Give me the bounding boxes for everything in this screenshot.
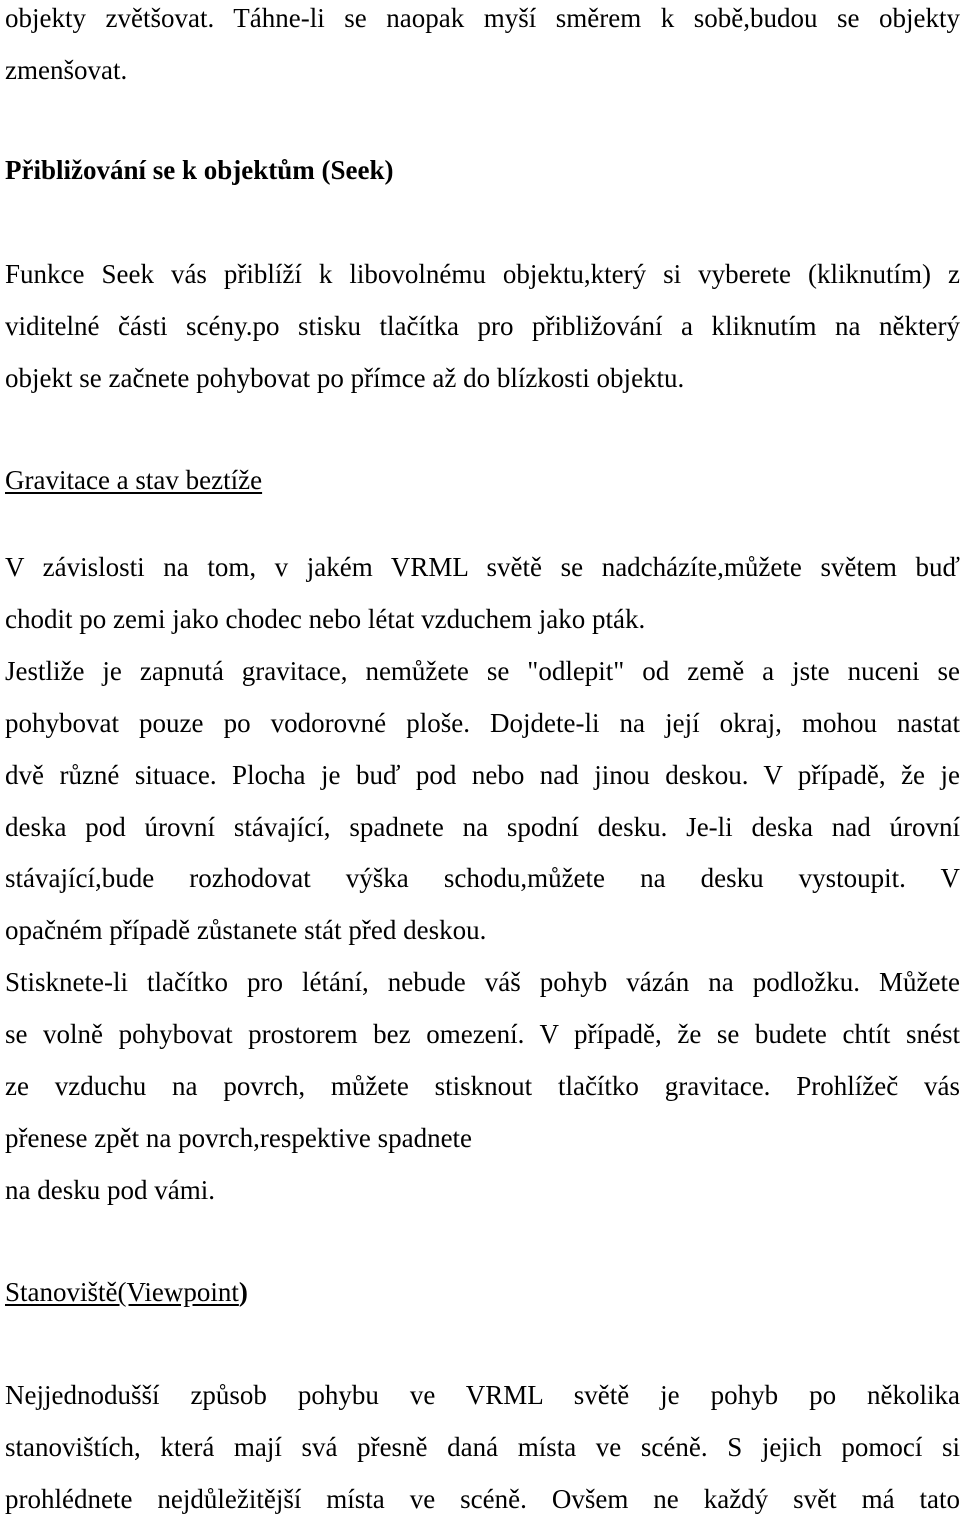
intro-line-1: objekty zvětšovat. Táhne-li se naopak myší směrem k sobě,budou se objekty: [5, 3, 960, 33]
gravity-line-11: ze vzduchu na povrch, můžete stisknout tlačítko gravitace. Prohlížeč vás: [5, 1071, 960, 1101]
seek-line-1: Funkce Seek vás přiblíží k libovolnému objektu,který si vyberete (kliknutím) z: [5, 259, 960, 289]
viewpoint-heading-text: Stanoviště(Viewpoint: [5, 1277, 239, 1307]
gravity-line-10: se volně pohybovat prostorem bez omezení. V případě, že se budete chtít snést: [5, 1019, 960, 1049]
gravity-heading: Gravitace a stav beztíže: [5, 465, 263, 495]
gravity-line-2: chodit po zemi jako chodec nebo létat vzduchem jako pták.: [5, 604, 646, 634]
seek-heading: Přibližování se k objektům (Seek): [5, 155, 394, 185]
gravity-line-8: opačném případě zůstanete stát před deskou.: [5, 915, 487, 945]
seek-line-2: viditelné části scény.po stisku tlačítka pro přibližování a kliknutím na některý: [5, 311, 960, 341]
viewpoint-line-2: stanovištích, která mají svá přesně daná místa ve scéně. S jejich pomocí si: [5, 1432, 960, 1462]
viewpoint-line-3: prohlédnete nejdůležitější místa ve scéně. Ovšem ne každý svět má tato: [5, 1484, 960, 1514]
gravity-line-3: Jestliže je zapnutá gravitace, nemůžete se "odlepit" od země a jste nuceni se: [5, 656, 960, 686]
gravity-line-1: V závislosti na tom, v jakém VRML světě se nadcházíte,můžete světem buď: [5, 552, 960, 582]
gravity-line-7: stávající,bude rozhodovat výška schodu,můžete na desku vystoupit. V: [5, 863, 960, 893]
viewpoint-heading-paren: ): [238, 1277, 248, 1307]
viewpoint-line-1: Nejjednodušší způsob pohybu ve VRML světě je pohyb po několika: [5, 1380, 960, 1410]
gravity-line-9: Stisknete-li tlačítko pro létání, nebude váš pohyb vázán na podložku. Můžete: [5, 967, 960, 997]
seek-line-3: objekt se začnete pohybovat po přímce až do blízkosti objektu.: [5, 363, 685, 393]
gravity-line-6: deska pod úrovní stávající, spadnete na spodní desku. Je-li deska nad úrovní: [5, 812, 960, 842]
viewpoint-heading: [5, 1275, 248, 1309]
gravity-line-4: pohybovat pouze po vodorovné ploše. Dojdete-li na její okraj, mohou nastat: [5, 708, 960, 738]
gravity-line-13: na desku pod vámi.: [5, 1175, 215, 1205]
gravity-line-12: přenese zpět na povrch,respektive spadnete: [5, 1123, 473, 1153]
gravity-line-5: dvě různé situace. Plocha je buď pod nebo nad jinou deskou. V případě, že je: [5, 760, 960, 790]
intro-line-2: zmenšovat.: [5, 55, 128, 85]
